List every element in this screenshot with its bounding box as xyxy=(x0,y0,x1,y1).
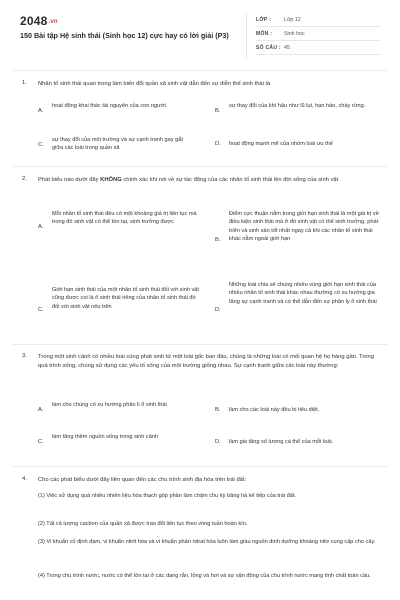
site-logo[interactable] xyxy=(20,14,58,28)
question-number: 4. xyxy=(22,476,27,482)
meta-class-key: LỚP : xyxy=(256,17,272,23)
meta-count xyxy=(256,41,381,55)
meta-subject-value: Sinh học xyxy=(284,31,305,37)
option-text: Những loài chia sẻ chung nhiều vùng giới hạn sinh thái của nhiều nhân tố sinh thái khác nhau thường có xu hướng gia tăng sự cạnh tranh và có thể dẫn đến sự phân ly ổ sinh thái xyxy=(229,282,377,305)
option-letter: C. xyxy=(38,142,44,148)
option-text: hoạt động khai thác tài nguyên của con người. xyxy=(52,103,168,109)
option-letter: B. xyxy=(215,237,221,243)
logo-main: 2048 xyxy=(20,14,48,28)
document-header xyxy=(0,0,400,70)
option-text: Mỗi nhân tố sinh thái đều có một khoảng giá trị liên tục mà trong đó sinh vật có thể tồn tại, sinh trưởng được xyxy=(52,211,197,226)
option-text: làm gia tăng số lượng cá thể của mỗi loài. xyxy=(229,439,334,445)
question-number: 2. xyxy=(22,176,27,182)
option-text: sự thay đổi của môi trường và sự cạnh tranh gay gắt giữa các loài trong quần xã xyxy=(52,137,183,152)
meta-subject xyxy=(256,27,381,41)
option-text: làm cho chúng có xu hướng phân li ổ sinh thái xyxy=(52,402,167,408)
option-letter: A. xyxy=(38,407,44,413)
option-letter: D. xyxy=(215,307,221,313)
option-letter: C. xyxy=(38,307,44,313)
option-letter: A. xyxy=(38,224,44,230)
statement-2: (2) Tất cả lượng cacbon của quần xã được trao đổi liên tục theo vòng tuần hoàn kín. xyxy=(38,521,248,527)
document-title: 150 Bài tập Hệ sinh thái (Sinh học 12) cực hay có lời giải (P3) xyxy=(20,31,229,40)
option-letter: D. xyxy=(215,141,221,147)
question-text: Cho các phát biểu dưới đây liên quan đến các chu trình sinh địa hóa trên trái đất: xyxy=(38,477,247,483)
question-number: 3. xyxy=(22,353,27,359)
option-letter: B. xyxy=(215,407,221,413)
question-text-emphasis: KHÔNG xyxy=(100,177,122,183)
question-number: 1. xyxy=(22,80,27,86)
question-separator xyxy=(12,344,388,345)
header-divider xyxy=(246,14,247,58)
statement-4: (4) Trong chu trình nước, nước có thể tồn tại ở các dạng rắn, lỏng và hơi và sự vận động của chu trình nước mang tính chất toàn cầu. xyxy=(38,573,371,579)
statement-3: (3) Vi khuẩn cố định đạm, vi khuẩn nitrit hóa và vi khuẩn phản nitrat hóa luôn làm giàu nguồn dinh dưỡng khoáng nitơ cung cấp cho cây. xyxy=(38,539,376,545)
question-text: Nhân tố sinh thái quan trọng làm biến đổi quần xã sinh vật dẫn đến sự diễn thế sinh thái là xyxy=(38,81,271,87)
option-text: Giới hạn sinh thái của một nhân tố sinh thái đối với sinh vật cũng được coi là ổ sinh thái riêng của nhân tố sinh thái đó đối với sinh vật nêu trên xyxy=(52,287,199,310)
question-separator xyxy=(12,166,388,167)
option-letter: D. xyxy=(215,439,221,445)
meta-class xyxy=(256,13,381,27)
header-separator xyxy=(12,70,388,71)
question-separator xyxy=(12,466,388,467)
meta-count-key: SỐ CÂU : xyxy=(256,45,281,51)
option-text: làm tăng thêm nguồn sống trong sinh cảnh xyxy=(52,434,159,440)
option-text: sự thay đổi của khí hậu như lũ lụt, hạn hán, cháy rừng. xyxy=(229,103,366,109)
statement-1: (1) Việc sử dụng quá nhiều nhiên liệu hóa thạch góp phần làm chậm chu kỳ băng hà kế tiếp của trái đất. xyxy=(38,493,297,499)
logo-sub: .vn xyxy=(48,19,58,25)
option-letter: A. xyxy=(38,108,44,114)
question-text-part: chính xác khi nói về sự tác động của các nhân tố sinh thái lên đời sống của sinh vật xyxy=(121,177,339,183)
option-text: hoạt động mạnh mẽ của nhóm loài ưu thế xyxy=(229,141,333,147)
question-text-part: Phát biểu nào dưới đây xyxy=(38,177,101,183)
question-text xyxy=(38,176,380,185)
meta-subject-key: MÔN : xyxy=(256,31,273,37)
option-letter: B. xyxy=(215,108,221,114)
option-letter: C. xyxy=(38,439,44,445)
question-text: Trong một sinh cảnh có nhiều loài cùng phát sinh từ một loài gốc ban đầu, chúng là những loài có mối quan hệ họ hàng gần. Trong quá trình sống, chúng sử dụng các yếu tố sống của môi trường giống nhau. Sự cạnh tranh giữa các loài này thường: xyxy=(38,354,374,370)
option-text: Điểm cực thuận nằm trong giới hạn sinh thái là một giá trị về điều kiện sinh thái mà ở đó sinh vật có thể sinh trưởng, phát triển và sinh sản tốt nhất ngay cả khi các nhân tố sinh thái khác nằm ngoài giới hạn xyxy=(229,211,379,243)
option-text: làm cho các loài này đều bị tiêu diệt. xyxy=(229,407,320,413)
meta-class-value: Lớp 12 xyxy=(284,17,301,23)
meta-count-value: 45 xyxy=(284,45,290,51)
